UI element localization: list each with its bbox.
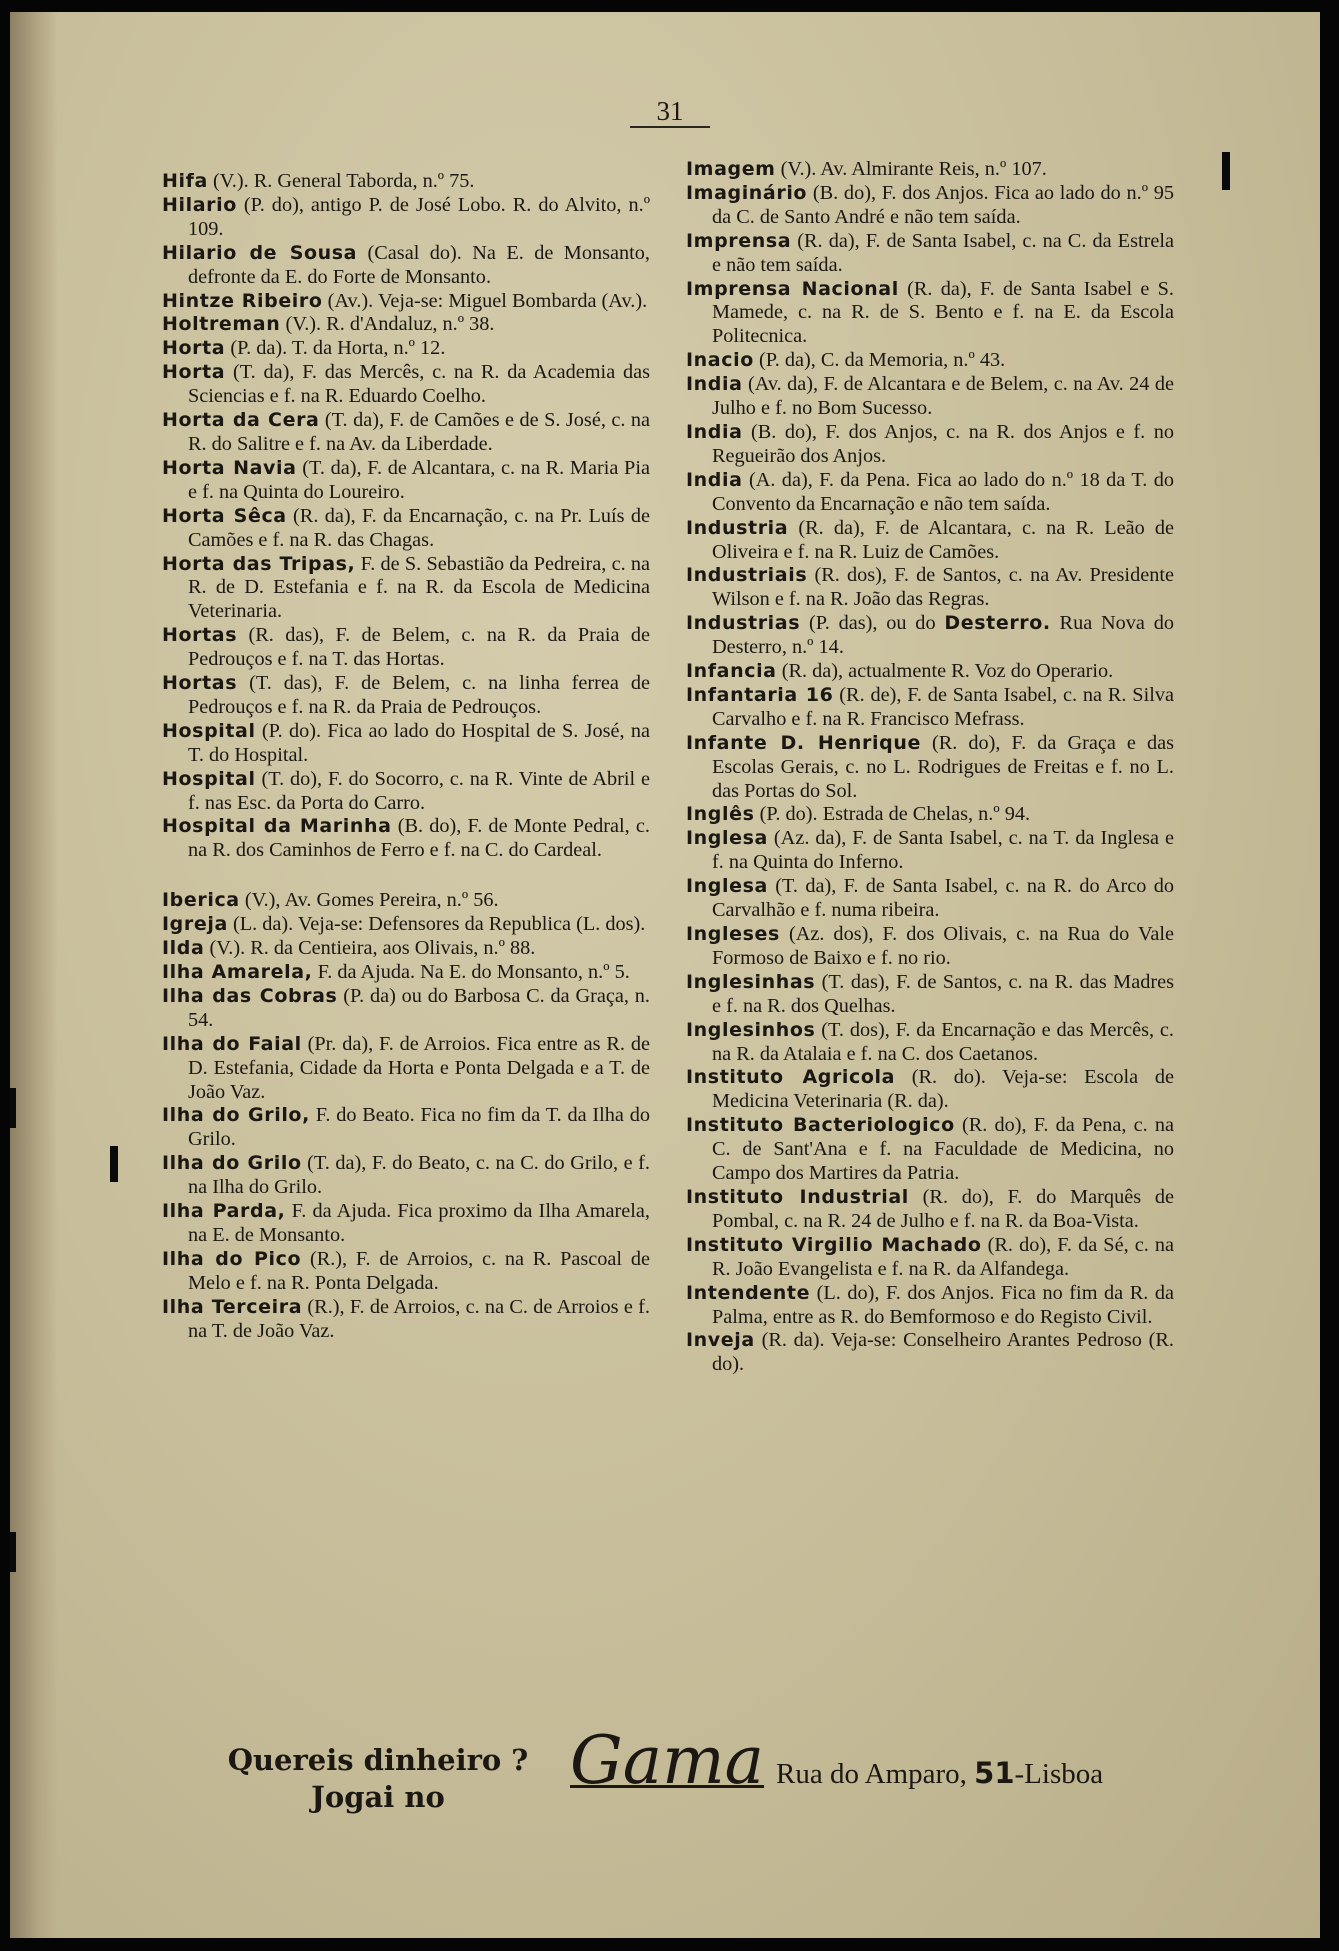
entry-description-cont: Rua Nova do Desterro, n.º 14. (712, 612, 1175, 659)
street-entry (686, 660, 1174, 684)
entry-headword: Instituto Virgilio Machado (686, 1233, 982, 1256)
advert-address-number: 51 (974, 1756, 1015, 1790)
entry-description: (R. da), F. de Alcantara, c. na R. Leão de Oliveira e f. na R. Luiz de Camões. (712, 516, 1174, 563)
entry-headword: Horta (162, 361, 226, 384)
entry-description: (R. da). Veja-se: Conselheiro Arantes Pedroso (R. do). (712, 1329, 1174, 1376)
book-page (10, 12, 1320, 1938)
street-entry (162, 457, 650, 505)
entry-description: (P. do). Estrada de Chelas, n.º 94. (759, 803, 1031, 826)
entry-headword: Imaginário (686, 181, 808, 204)
entry-description: (V.). Av. Almirante Reis, n.º 107. (780, 158, 1047, 180)
street-entry (686, 827, 1174, 875)
entry-description: (R. do), F. da Sé, c. na R. João Evangelista e f. na R. da Alfandega. (712, 1233, 1175, 1280)
street-entry (686, 230, 1174, 278)
entry-headword: Hilario de Sousa (162, 241, 358, 264)
entry-description: (T. da), F. do Beato, c. na C. do Grilo, e f. na Ilha do Grilo. (188, 1152, 650, 1199)
entry-headword: Igreja (162, 913, 228, 936)
entry-description: (T. do), F. do Socorro, c. na R. Vinte de Abril e f. nas Esc. da Porta do Carro. (188, 767, 650, 814)
street-entry (162, 409, 650, 457)
street-entry (162, 1200, 650, 1248)
street-entry (686, 349, 1174, 373)
street-entry (162, 553, 650, 625)
street-entry (686, 517, 1174, 565)
street-entry (686, 1019, 1174, 1067)
entry-headword: Instituto Bacteriologico (686, 1114, 955, 1137)
entry-description: (Pr. da), F. de Arroios. Fica entre as R. de D. Estefania, Cidade da Horta e Ponta Delgada e a T. de João Vaz. (188, 1032, 650, 1103)
entry-description: (R. do), F. do Marquês de Pombal, c. na R. 24 de Julho e f. na R. da Boa-Vista. (712, 1185, 1175, 1232)
entry-headword: Hospital (162, 767, 256, 790)
entry-headword: Instituto Agricola (686, 1066, 896, 1089)
street-entry (686, 1329, 1174, 1377)
entry-headword: Industrias (686, 612, 801, 635)
entry-description: (Casal do). Na E. de Monsanto, defronte da E. do Forte de Monsanto. (188, 241, 650, 288)
street-entry (686, 1282, 1174, 1330)
entry-headword: Hospital (162, 719, 256, 742)
entry-headword: Horta Navia (162, 456, 297, 479)
street-entry (162, 624, 650, 672)
street-entry (686, 158, 1174, 182)
entry-description: (A. da), F. da Pena. Fica ao lado do n.º 18 da T. do Convento da Encarnação e não tem saída. (712, 468, 1174, 515)
entry-description: (P. da) ou do Barbosa C. da Graça, n. 54. (188, 984, 650, 1031)
street-entry (162, 194, 650, 242)
street-entry (686, 182, 1174, 230)
entry-description: (R. do). Veja-se: Escola de Medicina Veterinaria (R. da). (712, 1066, 1174, 1113)
entry-description: F. da Ajuda. Na E. do Monsanto, n.º 5. (317, 961, 630, 983)
margin-mark (1222, 152, 1230, 190)
entry-description: (V.). R. d'Andaluz, n.º 38. (285, 313, 495, 336)
entry-headword: Horta das Tripas, (162, 552, 356, 575)
entry-headword: Inveja (686, 1329, 755, 1352)
street-entry (686, 1114, 1174, 1186)
entry-headword: Ilha Terceira (162, 1295, 303, 1318)
entry-description: (P. do). Fica ao lado do Hospital de S. José, na T. do Hospital. (188, 719, 650, 766)
entry-headword: Instituto Industrial (686, 1185, 909, 1208)
right-column (686, 158, 1174, 1377)
entry-headword: Inglês (686, 803, 755, 826)
entry-description: (Az. dos), F. dos Olivais, c. na Rua do Vale Formoso de Baixo e f. no rio. (712, 923, 1174, 969)
entry-description: (R. do), F. da Graça e das Escolas Gerais, c. no L. Rodrigues de Freitas e f. no L. das Portas do Sol. (712, 731, 1174, 802)
entry-headword: Industria (686, 516, 789, 539)
page-spine (10, 12, 58, 1938)
page-number: 31 (630, 96, 710, 128)
advert-line-1: Quereis dinheiro ? (227, 1743, 529, 1777)
entry-description: (Az. da), F. de Santa Isabel, c. na T. da Inglesa e f. na Quinta do Inferno. (712, 827, 1174, 874)
entry-headword: Inglesinhas (686, 970, 816, 993)
entry-description: (R. de), F. de Santa Isabel, c. na R. Silva Carvalho e f. na R. Francisco Mefrass. (712, 683, 1174, 730)
advert-address-city: -Lisboa (1014, 1758, 1104, 1790)
street-entry (686, 971, 1174, 1019)
entry-description: (P. das), ou do (808, 612, 945, 635)
street-entry (686, 803, 1174, 827)
street-entry (162, 768, 650, 816)
street-entry (162, 1248, 650, 1296)
street-entry (686, 684, 1174, 732)
entry-description: (V.). R. da Centieira, aos Olivais, n.º 88. (209, 937, 536, 960)
entry-headword: Ilha Parda, (162, 1200, 286, 1223)
street-entry (686, 1066, 1174, 1114)
entry-description: (R. da), F. de Santa Isabel e S. Mamede, c. na R. de S. Bento e f. na E. da Escola Politecnica. (712, 277, 1175, 348)
entry-description: (R. dos), F. de Santos, c. na Av. Presidente Wilson e f. na R. João das Regras. (712, 564, 1174, 611)
entry-description: (R. da), actualmente R. Voz do Operario. (781, 660, 1114, 683)
street-entry (686, 469, 1174, 517)
street-entry (686, 373, 1174, 421)
entry-headword: Hifa (162, 170, 208, 192)
entry-description: (B. do), F. dos Anjos, c. na R. dos Anjos e f. no Regueirão dos Anjos. (712, 420, 1174, 467)
entry-headword: Horta da Cera (162, 409, 320, 432)
entry-headword: India (686, 468, 743, 491)
entry-description: F. do Beato. Fica no fim da T. da Ilha do Grilo. (188, 1104, 650, 1151)
entry-description: (R.), F. de Arroios, c. na R. Pascoal de Melo e f. na R. Ponta Delgada. (188, 1247, 650, 1294)
entry-headword: Ilha do Faial (162, 1032, 302, 1055)
entry-description: (P. da), C. da Memoria, n.º 43. (758, 349, 1006, 372)
entry-headword: Industriais (686, 564, 808, 587)
entry-description: (V.), Av. Gomes Pereira, n.º 56. (244, 889, 499, 912)
advert-text (178, 1742, 578, 1816)
street-entry (686, 923, 1174, 971)
street-entry (162, 337, 650, 361)
street-entry (162, 170, 650, 194)
entry-headword: Hortas (162, 624, 238, 647)
gama-logo: Gama (570, 1722, 765, 1799)
margin-mark (110, 1146, 118, 1182)
entry-headword: Inacio (686, 349, 754, 372)
entry-description: (P. da). T. da Horta, n.º 12. (230, 337, 446, 360)
entry-description: (R. da), F. de Santa Isabel, c. na C. da Estrela e não tem saída. (712, 229, 1174, 276)
advert-address (776, 1757, 1103, 1790)
street-entry (162, 505, 650, 553)
section-gap (162, 863, 650, 889)
street-entry (686, 875, 1174, 923)
street-entry (162, 313, 650, 337)
street-entry (162, 290, 650, 314)
advert-line-2: Jogai no (311, 1780, 445, 1814)
entry-description: (V.). R. General Taborda, n.º 75. (212, 170, 475, 192)
street-entry (162, 889, 650, 913)
entry-headword: Hospital da Marinha (162, 815, 392, 838)
entry-description: (R. das), F. de Belem, c. na R. da Praia de Pedrouços e f. na T. das Hortas. (188, 624, 651, 671)
entry-headword: Horta (162, 337, 226, 360)
street-entry (162, 1296, 650, 1344)
entry-description: (B. do), F. dos Anjos. Fica ao lado do n.º 95 da C. de Santo André e não tem saída. (712, 181, 1174, 228)
entry-headword-alt: Desterro. (944, 612, 1051, 635)
street-entry (162, 937, 650, 961)
entry-description: F. da Ajuda. Fica proximo da Ilha Amarela, na E. de Monsanto. (188, 1200, 650, 1246)
street-entry (162, 361, 650, 409)
entry-headword: Ilda (162, 937, 205, 960)
street-entry (686, 1186, 1174, 1234)
entry-headword: Horta Sêca (162, 504, 287, 527)
entry-headword: Infantaria 16 (686, 683, 834, 706)
entry-description: F. de S. Sebastião da Pedreira, c. na R. de D. Estefania e f. na R. da Escola de Medicina Veterinaria. (188, 552, 650, 623)
entry-description: (B. do), F. de Monte Pedral, c. na R. dos Caminhos de Ferro e f. na C. do Cardeal. (188, 815, 651, 862)
entry-description: (T. da), F. de Santa Isabel, c. na R. do Arco do Carvalhão e f. numa ribeira. (712, 875, 1174, 922)
entry-headword: Infancia (686, 660, 777, 683)
margin-mark (10, 1088, 16, 1128)
entry-description: (T. dos), F. da Encarnação e das Mercês, c. na R. da Atalaia e f. na C. dos Caetanos. (712, 1018, 1174, 1065)
street-entry (162, 913, 650, 937)
entry-headword: Inglesa (686, 827, 768, 850)
street-entry (162, 985, 650, 1033)
entry-description: (L. da). Veja-se: Defensores da Republica (L. dos). (232, 913, 646, 936)
entry-description: (T. das), F. de Belem, c. na linha ferrea de Pedrouços e f. na R. da Praia de Pedrouços. (188, 672, 650, 718)
entry-description: (L. do), F. dos Anjos. Fica no fim da R. da Palma, entre as R. do Bemformoso e do Registo Civil. (712, 1281, 1174, 1328)
entry-headword: Hortas (162, 672, 238, 695)
left-column (162, 170, 650, 1344)
entry-headword: Hintze Ribeiro (162, 289, 323, 312)
entry-headword: Iberica (162, 889, 240, 912)
entry-headword: Imprensa Nacional (686, 277, 899, 300)
street-entry (686, 564, 1174, 612)
entry-description: (R.), F. de Arroios, c. na C. de Arroios e f. na T. de João Vaz. (188, 1295, 650, 1342)
entry-description: (R. do), F. da Pena, c. na C. de Sant'Ana e f. na Faculdade de Medicina, no Campo dos Martires da Patria. (712, 1114, 1174, 1185)
street-entry (162, 1033, 650, 1105)
entry-headword: Inglesinhos (686, 1018, 816, 1041)
street-entry (162, 720, 650, 768)
entry-description: (T. da), F. de Alcantara, c. na R. Maria Pia e f. na Quinta do Loureiro. (188, 456, 650, 503)
advert-address-street: Rua do Amparo, (776, 1758, 975, 1790)
street-entry (686, 421, 1174, 469)
entry-headword: Holtreman (162, 313, 281, 336)
entry-headword: Imagem (686, 158, 776, 180)
street-entry (686, 612, 1174, 660)
entry-description: (T. da), F. das Mercês, c. na R. da Academia das Sciencias e f. na R. Eduardo Coelho. (188, 361, 650, 408)
entry-headword: Ilha do Pico (162, 1247, 302, 1270)
entry-description: (T. da), F. de Camões e de S. José, c. na R. do Salitre e f. na Av. da Liberdade. (188, 409, 650, 455)
entry-headword: Infante D. Henrique (686, 731, 921, 754)
entry-headword: Hilario (162, 193, 237, 216)
entry-headword: Inglesa (686, 875, 768, 898)
street-entry (162, 1152, 650, 1200)
street-entry (162, 242, 650, 290)
entry-headword: Ilha do Grilo, (162, 1104, 310, 1127)
entry-headword: Intendente (686, 1281, 811, 1304)
margin-mark (10, 1532, 16, 1572)
entry-headword: India (686, 373, 743, 396)
street-entry (162, 1104, 650, 1152)
street-entry (686, 732, 1174, 804)
entry-headword: India (686, 420, 743, 443)
street-entry (162, 815, 650, 863)
entry-headword: Ilha Amarela, (162, 961, 313, 983)
street-entry (162, 672, 650, 720)
entry-description: (Av. da), F. de Alcantara e de Belem, c. na Av. 24 de Julho e f. no Bom Sucesso. (712, 373, 1174, 420)
entry-headword: Imprensa (686, 229, 792, 252)
entry-headword: Ingleses (686, 923, 780, 945)
entry-description: (Av.). Veja-se: Miguel Bombarda (Av.). (327, 289, 648, 312)
entry-description: (R. da), F. da Encarnação, c. na Pr. Luís de Camões e f. na R. das Chagas. (188, 504, 650, 551)
street-entry (686, 1234, 1174, 1282)
street-entry (162, 961, 650, 985)
entry-headword: Ilha do Grilo (162, 1152, 302, 1175)
entry-description: (T. das), F. de Santos, c. na R. das Madres e f. na R. dos Quelhas. (712, 970, 1174, 1017)
entry-headword: Ilha das Cobras (162, 984, 338, 1007)
street-entry (686, 278, 1174, 350)
entry-description: (P. do), antigo P. de José Lobo. R. do Alvito, n.º 109. (188, 193, 650, 240)
